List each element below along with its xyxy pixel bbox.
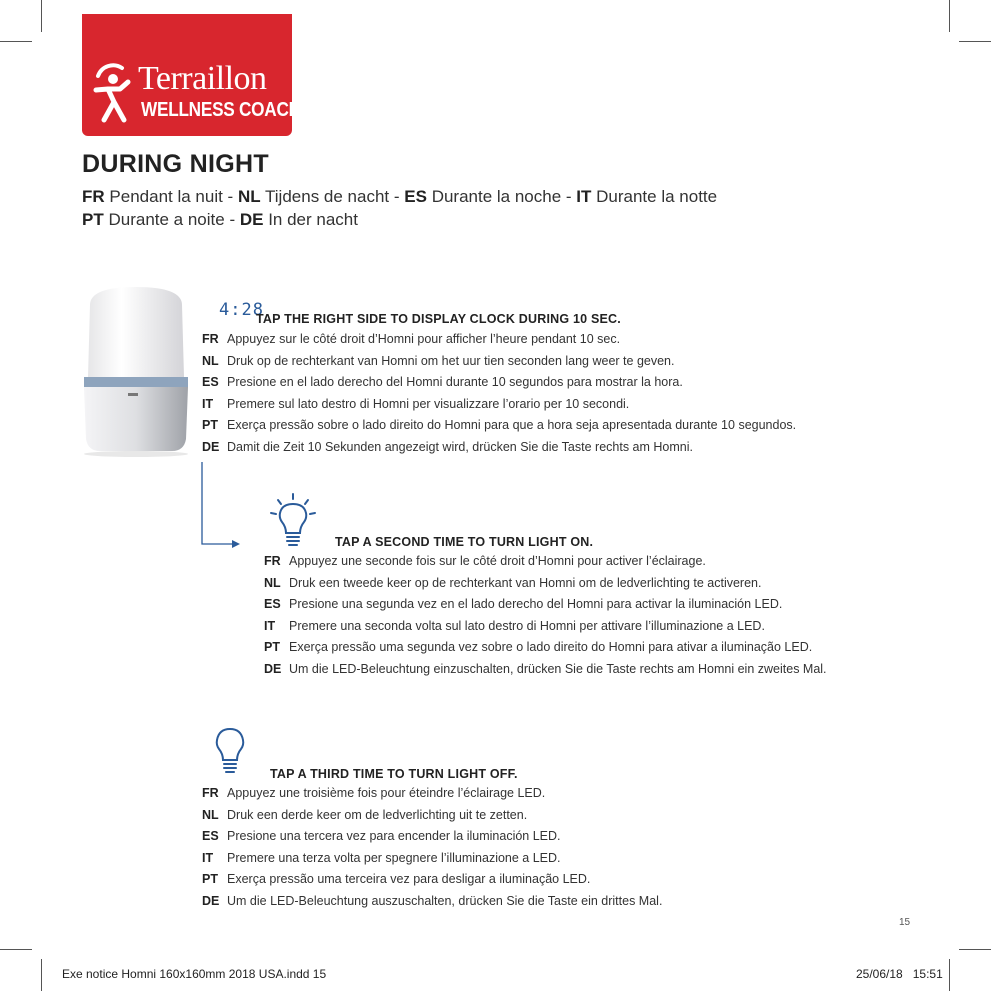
instruction-row	[202, 372, 796, 394]
instruction-text: Damit die Zeit 10 Sekunden angezeigt wird, drücken Sie die Taste rechts am Homni.	[227, 439, 693, 454]
instruction-text: Presione una tercera vez para encender la iluminación LED.	[227, 829, 561, 843]
crop-mark	[0, 949, 32, 950]
instruction-text: Druk een tweede keer op de rechterkant van Homni om de ledverlichting te activeren.	[289, 575, 762, 590]
lang-code: PT	[202, 418, 218, 432]
lang-code: DE	[202, 893, 220, 908]
lang-code: FR	[202, 332, 219, 346]
instruction-text: Um die LED-Beleuchtung einzuschalten, drücken Sie die Taste rechts am Homni ein zweites Mal.	[289, 661, 827, 676]
crop-mark	[41, 0, 42, 32]
lang-code: ES	[202, 829, 219, 843]
lang-code: IT	[264, 618, 276, 633]
instruction-row	[202, 394, 796, 416]
logo-brand: Terraillon	[138, 60, 267, 97]
instruction-row	[202, 848, 662, 870]
step2-heading: TAP A SECOND TIME TO TURN LIGHT ON.	[335, 535, 594, 549]
instruction-row	[202, 329, 796, 351]
instruction-row	[264, 551, 827, 573]
instruction-text: Druk een derde keer om de ledverlichting uit te zetten.	[227, 807, 528, 822]
page-number: 15	[899, 917, 911, 928]
lang-code: IT	[576, 187, 592, 206]
footer-filename: Exe notice Homni 160x160mm 2018 USA.indd 15	[62, 967, 327, 981]
crop-mark	[959, 949, 991, 950]
instruction-text: Premere sul lato destro di Homni per visualizzare l’orario per 10 secondi.	[227, 396, 630, 411]
lang-code: DE	[264, 661, 282, 676]
lang-code: ES	[404, 187, 427, 206]
translations-line-1: FR Pendant la nuit - NL Tijdens de nacht - ES Durante la noche - IT Durante la notte	[82, 187, 718, 206]
lang-code: PT	[82, 210, 104, 229]
instruction-row	[202, 437, 796, 459]
lang-code: FR	[82, 187, 105, 206]
instruction-text: Druk op de rechterkant van Homni om het uur tien seconden lang weer te geven.	[227, 353, 675, 368]
translation-text: Tijdens de nacht	[265, 187, 390, 206]
lang-code: DE	[239, 210, 264, 229]
footer-date: 25/06/18	[856, 967, 903, 981]
lang-code: IT	[202, 850, 214, 865]
logo-tagline: WELLNESS COACH	[141, 99, 301, 121]
footer-timestamp	[856, 967, 943, 981]
step3-heading: TAP A THIRD TIME TO TURN LIGHT OFF.	[270, 767, 518, 781]
instruction-text: Presione una segunda vez en el lado derecho del Homni para activar la iluminación LED.	[289, 597, 783, 611]
runner-figure-icon	[92, 62, 136, 126]
lightbulb-on-icon	[269, 493, 317, 549]
instruction-row	[264, 573, 827, 595]
lang-code: PT	[264, 640, 280, 654]
instruction-row	[264, 659, 827, 681]
instruction-text: Exerça pressão uma segunda vez sobre o lado direito do Homni para ativar a iluminação LED.	[289, 640, 813, 654]
homni-device-image	[80, 285, 192, 457]
page-title: DURING NIGHT	[82, 150, 269, 178]
clock-display: 4:28	[219, 300, 264, 320]
crop-mark	[949, 959, 950, 991]
crop-mark	[0, 41, 32, 42]
instruction-text: Premere una seconda volta sul lato destro di Homni per attivare l’illuminazione a LED.	[289, 618, 765, 633]
lang-code: FR	[202, 786, 219, 800]
step2-instructions	[264, 551, 827, 680]
lang-code: IT	[202, 396, 214, 411]
translation-text: Durante la noche	[431, 187, 562, 206]
instruction-text: Exerça pressão sobre o lado direito do Homni para que a hora seja apresentada durante 10 segundos.	[227, 418, 797, 432]
instruction-row	[202, 805, 662, 827]
instruction-text: Premere una terza volta per spegnere l’illuminazione a LED.	[227, 850, 561, 865]
instruction-row	[264, 594, 827, 616]
step1-heading: TAP THE RIGHT SIDE TO DISPLAY CLOCK DURING 10 SEC.	[256, 312, 621, 326]
instruction-row	[202, 826, 662, 848]
terraillon-logo	[82, 14, 301, 136]
step1-instructions	[202, 329, 796, 458]
title-translations	[82, 185, 717, 231]
lang-code: ES	[202, 375, 219, 389]
lang-code: ES	[264, 597, 281, 611]
instruction-row	[202, 869, 662, 891]
translation-text: Durante a noite	[108, 210, 225, 229]
instruction-row	[202, 351, 796, 373]
instruction-text: Appuyez une seconde fois sur le côté droit d’Homni pour activer l’éclairage.	[289, 554, 706, 568]
instruction-row	[202, 891, 662, 913]
lang-code: FR	[264, 554, 281, 568]
lang-code: NL	[202, 353, 219, 368]
lang-code: NL	[237, 187, 261, 206]
instruction-row	[264, 616, 827, 638]
instruction-text: Presione en el lado derecho del Homni durante 10 segundos para mostrar la hora.	[227, 375, 683, 389]
instruction-text: Appuyez une troisième fois pour éteindre l’éclairage LED.	[227, 786, 546, 800]
step3-instructions	[202, 783, 662, 912]
instruction-row	[202, 415, 796, 437]
translations-line-2: PT Durante a noite - DE In der nacht	[82, 210, 358, 229]
lang-code: PT	[202, 872, 218, 886]
instruction-row	[264, 637, 827, 659]
lang-code: NL	[264, 575, 281, 590]
crop-mark	[41, 959, 42, 991]
crop-mark	[949, 0, 950, 32]
lightbulb-off-icon	[212, 726, 248, 778]
lang-code: NL	[202, 807, 219, 822]
instruction-text: Appuyez sur le côté droit d’Homni pour afficher l’heure pendant 10 sec.	[227, 332, 621, 346]
arrow-connector-icon	[198, 462, 244, 550]
instruction-text: Exerça pressão uma terceira vez para desligar a iluminação LED.	[227, 872, 591, 886]
translation-text: In der nacht	[268, 210, 358, 229]
instruction-row	[202, 783, 662, 805]
translation-text: Pendant la nuit	[109, 187, 223, 206]
lang-code: DE	[202, 439, 220, 454]
footer-time: 15:51	[912, 967, 943, 981]
crop-mark	[959, 41, 991, 42]
instruction-text: Um die LED-Beleuchtung auszuschalten, drücken Sie die Taste ein drittes Mal.	[227, 893, 663, 908]
translation-text: Durante la notte	[596, 187, 718, 206]
